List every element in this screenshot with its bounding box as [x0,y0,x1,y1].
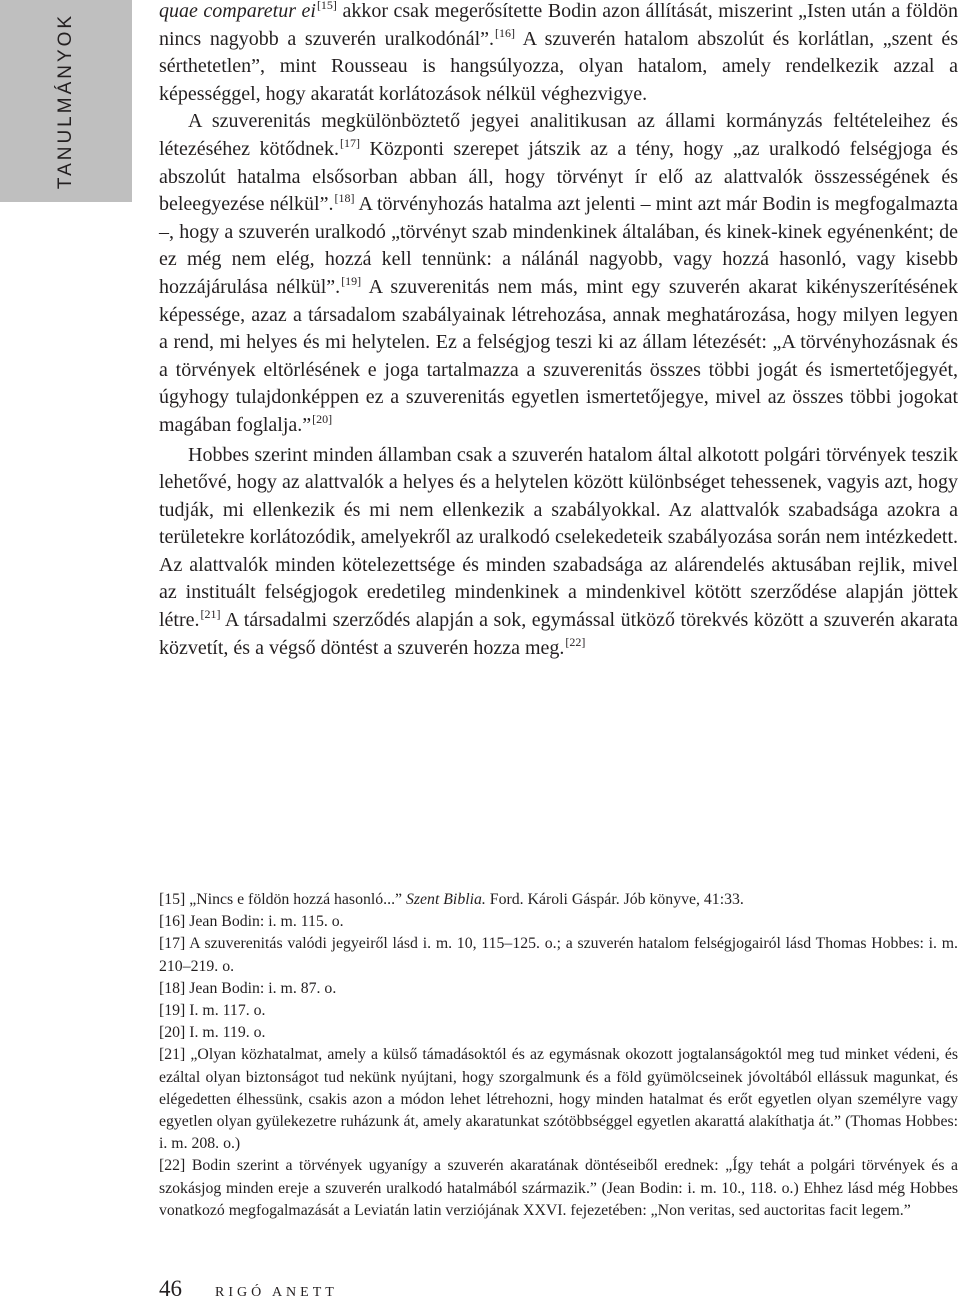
paragraph-2-text-b: Központi szerepet játszik az a tény, hogy „az uralkodó felségjoga és abszolút hatalma elsősorban abban áll, hogy törvényt ír elő az alattvalók összességének és beleegyezése nélkül”. [159,137,958,216]
footnote-18 [159,978,958,1000]
footnote-16 [159,911,958,933]
footnote-number: [17] [159,935,186,953]
footnote-ref-15[interactable]: [15] [316,0,337,13]
page-number: 46 [159,1276,182,1301]
page-footer [159,1276,338,1302]
footnotes [159,889,958,1222]
footnote-title: Szent Biblia. [405,891,486,908]
latin-quote: quae comparetur ei [159,0,316,22]
footnote-text: Jean Bodin: i. m. 87. o. [185,979,337,997]
footnote-text: Jean Bodin: i. m. 115. o. [185,913,344,931]
footnote-number: [21] [159,1046,186,1064]
footnote-text: A szuverenitás valódi jegyeiről lásd i. m. 10, 115–125. o.; a szuverén hatalom felségjogairól lásd Thomas Hobbes: i. m. 210–219. o. [159,935,958,975]
footnote-21 [159,1044,958,1155]
footnote-ref-22[interactable]: [22] [565,634,586,649]
paragraph-1 [159,0,958,108]
paragraph-3-text: Hobbes szerint minden államban csak a szuverén hatalom által alkotott polgári törvények teszik lehetővé, hogy az alattvalók a helyes és a helytelen között különbséget tehessenek, vagyis azt, hogy tudják, mi ellenkezik és mi nem ellenkezik a szabályokkal. Az alattvalók szabadsága azokra a területekre korlátozódik, amelyekről az uralkodó cselekedeteik szabályozása során nem intézkedett. Az alattvalók minden kötelezettsége és minden szabadsága az alárendelés aktusában rejlik, mivel az instituált felségjogok eredetileg mindenkinek a mindenkivel kötött szerződése alapján jöttek létre. [159,443,958,632]
footnote-ref-18[interactable]: [18] [334,191,355,206]
footnote-15 [159,889,958,911]
section-tab-label: TANULMÁNYOK [55,12,76,190]
footnote-ref-16[interactable]: [16] [495,25,516,40]
footnote-19 [159,1000,958,1022]
footnote-17 [159,933,958,977]
footnote-number: [16] [159,913,186,931]
paragraph-2-text-d: A szuverenitás nem más, mint egy szuverén akarat kikényszerítésének képessége, azaz a társadalom szabályainak létrehozása, annak meghatározása, hogy milyen legyen a rend, mi helyes és mi helytelen. Ez a felségjog teszi ki az állam létezését: „A törvényhozásnak és a törvények eltörlésének e joga tartalmazza a szuverenitás összes többi jogát és ismertetőjegyét, úgyhogy tulajdonképpen ez a szuverenitás egyetlen ismertetőjegye, mivel az összes többi jogokat magában foglalja.” [159,275,958,436]
footnote-text: „Olyan közhatalmat, amely a külső támadásoktól és az egymásnak okozott jogtalanságoktól meg tud minket védeni, és ezáltal olyan biztonságot tud nekünk nyújtani, hogy szorgalmunk és a föld gyümölcseinek jóvoltából ellássuk magunkat, és elégedetten élhessünk, csakis azon a módon lehet létrehozni, hogy minden hatalmat és erőt egyetlen olyan személyre vagy egyetlen olyan gyülekezetre ruházunk át, amely akaratunkat szótöbbséggel egyetlen akarattá alakíthatja át.” (Thomas Hobbes: i. m. 208. o.) [159,1046,958,1153]
footnote-text: „Nincs e földön hozzá hasonló...” [185,891,406,908]
paragraph-2-text: A szuverenitás megkülönböztető jegyei analitikusan az állami kormányzás feltételeihez és létezéséhez kötődnek. [159,110,958,160]
paragraph-1-text-cont: A szuverén hatalom abszolút és korlátlan, „szent és sérthetetlen”, mint Rousseau is hangsúlyozza, olyan hatalom, amely rendelkezik azzal a képességgel, hogy akaratát korlátozások nélkül véghezvigye. [159,27,958,105]
footnote-number: [19] [159,1002,186,1020]
footnote-text-cont: Ford. Károli Gáspár. Jób könyve, 41:33. [485,891,744,908]
paragraph-2 [159,108,958,439]
paragraph-3-text-b: A társadalmi szerződés alapján a sok, egymással ütköző törekvés között a szuverén akarata közvetít, és a végső döntést a szuverén hozza meg. [159,609,958,659]
paragraph-2-text-c: A törvényhozás hatalma azt jelenti – mint azt már Bodin is megfogalmazta –, hogy a szuverén uralkodó „törvényt szab mindenkinek általában, és kinek-kinek egyénenként; de ez még nem elég, hozzá kell tennünk: a nálánál nagyobb, vagy hozzá hasonló, vagy kisebb hozzájárulása nélkül”. [159,193,958,298]
footnote-ref-21[interactable]: [21] [200,607,221,622]
section-tab [0,0,132,202]
footnote-number: [22] [159,1157,186,1175]
footnote-number: [15] [159,891,186,908]
footnote-20 [159,1022,958,1044]
footnote-text: I. m. 119. o. [185,1024,266,1042]
footnote-text: I. m. 117. o. [185,1002,266,1020]
running-author: RIGÓ ANETT [215,1285,338,1300]
footnote-ref-20[interactable]: [20] [312,412,333,427]
footnote-text: Bodin szerint a törvények ugyanígy a szuverén akaratának döntéseiből erednek: „Így tehát a polgári törvények és a szokásjog minden ereje a szuverén uralkodó hatalmából származik.” (Jean Bodin: i. m. 10., 118. o.) Ehhez lásd még Hobbes vonatkozó megfogalmazását a Leviatán latin verziójának XXVI. fejezetében: „Non veritas, sed auctoritas facit legem.” [159,1157,958,1219]
footnote-ref-17[interactable]: [17] [339,136,360,151]
paragraph-3 [159,442,958,663]
paragraph-1-text: akkor csak megerősítette Bodin azon állítását, miszerint „Isten után a földön nincs nagyobb a szuverén uralkodónál”. [159,0,958,50]
footnote-ref-19[interactable]: [19] [341,274,362,289]
body-text [159,0,958,662]
footnote-number: [18] [159,979,186,997]
footnote-number: [20] [159,1024,186,1042]
footnote-22 [159,1155,958,1222]
